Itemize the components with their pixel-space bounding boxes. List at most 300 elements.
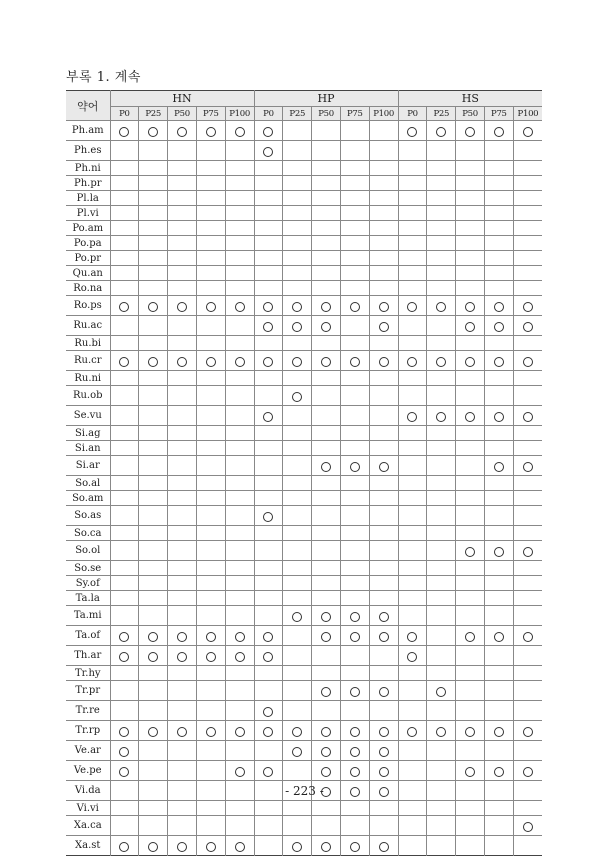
presence-cell: [225, 491, 254, 506]
presence-cell: [513, 441, 542, 456]
presence-cell: [283, 541, 312, 561]
presence-cell: [168, 406, 197, 426]
presence-cell: [168, 141, 197, 161]
presence-cell: [139, 816, 168, 836]
presence-cell: [283, 721, 312, 741]
table-row: [66, 741, 542, 761]
presence-cell: [196, 801, 225, 816]
presence-cell: [456, 741, 485, 761]
presence-cell: [196, 561, 225, 576]
presence-cell: [456, 681, 485, 701]
presence-cell: [312, 761, 341, 781]
presence-cell: [139, 721, 168, 741]
presence-cell: [427, 281, 456, 296]
presence-cell: [427, 371, 456, 386]
presence-cell: [340, 281, 369, 296]
presence-cell: [254, 296, 283, 316]
subcol-header: P50: [168, 107, 197, 121]
circle-mark-icon: [148, 632, 158, 642]
presence-cell: [283, 441, 312, 456]
presence-cell: [196, 541, 225, 561]
presence-cell: [196, 281, 225, 296]
presence-cell: [283, 761, 312, 781]
presence-cell: [484, 176, 513, 191]
presence-cell: [340, 741, 369, 761]
presence-cell: [398, 191, 427, 206]
presence-cell: [312, 681, 341, 701]
presence-cell: [283, 606, 312, 626]
presence-cell: [484, 741, 513, 761]
circle-mark-icon: [235, 632, 245, 642]
circle-mark-icon: [321, 632, 331, 642]
circle-mark-icon: [148, 842, 158, 852]
presence-cell: [398, 406, 427, 426]
circle-mark-icon: [119, 842, 129, 852]
presence-cell: [254, 386, 283, 406]
presence-cell: [398, 646, 427, 666]
abbr-cell: So.ca: [66, 526, 110, 541]
circle-mark-icon: [494, 767, 504, 777]
circle-mark-icon: [407, 127, 417, 137]
presence-cell: [283, 646, 312, 666]
presence-cell: [139, 191, 168, 206]
presence-cell: [427, 801, 456, 816]
circle-mark-icon: [350, 842, 360, 852]
circle-mark-icon: [350, 632, 360, 642]
circle-mark-icon: [350, 767, 360, 777]
presence-cell: [427, 426, 456, 441]
presence-cell: [196, 141, 225, 161]
presence-cell: [254, 606, 283, 626]
presence-cell: [456, 816, 485, 836]
presence-cell: [513, 296, 542, 316]
presence-cell: [456, 701, 485, 721]
presence-cell: [254, 176, 283, 191]
abbr-cell: Qu.an: [66, 266, 110, 281]
circle-mark-icon: [119, 767, 129, 777]
presence-cell: [427, 836, 456, 856]
presence-cell: [340, 236, 369, 251]
presence-cell: [225, 221, 254, 236]
presence-cell: [456, 236, 485, 251]
presence-cell: [484, 561, 513, 576]
circle-mark-icon: [263, 147, 273, 157]
presence-cell: [427, 316, 456, 336]
presence-cell: [283, 336, 312, 351]
presence-cell: [312, 281, 341, 296]
presence-cell: [254, 426, 283, 441]
circle-mark-icon: [148, 357, 158, 367]
presence-cell: [427, 666, 456, 681]
table-row: [66, 386, 542, 406]
presence-cell: [139, 541, 168, 561]
presence-cell: [254, 836, 283, 856]
presence-cell: [398, 561, 427, 576]
circle-mark-icon: [321, 842, 331, 852]
subcol-header: P75: [196, 107, 225, 121]
abbr-cell: Ph.am: [66, 121, 110, 141]
presence-cell: [196, 351, 225, 371]
presence-cell: [369, 721, 398, 741]
presence-cell: [513, 121, 542, 141]
presence-cell: [369, 591, 398, 606]
presence-cell: [312, 666, 341, 681]
presence-cell: [427, 176, 456, 191]
presence-cell: [312, 591, 341, 606]
presence-cell: [398, 606, 427, 626]
presence-cell: [283, 701, 312, 721]
circle-mark-icon: [465, 127, 475, 137]
presence-cell: [312, 426, 341, 441]
presence-cell: [312, 266, 341, 281]
presence-cell: [196, 316, 225, 336]
presence-cell: [369, 741, 398, 761]
group-header-hs: HS: [398, 91, 542, 107]
circle-mark-icon: [177, 727, 187, 737]
table-row: [66, 206, 542, 221]
presence-cell: [427, 506, 456, 526]
presence-cell: [168, 221, 197, 236]
table-row: [66, 666, 542, 681]
presence-cell: [513, 426, 542, 441]
presence-cell: [340, 721, 369, 741]
presence-cell: [398, 816, 427, 836]
presence-cell: [283, 121, 312, 141]
presence-cell: [139, 761, 168, 781]
presence-cell: [398, 701, 427, 721]
presence-cell: [168, 761, 197, 781]
presence-cell: [398, 491, 427, 506]
abbr-cell: Xa.st: [66, 836, 110, 856]
presence-cell: [254, 371, 283, 386]
presence-cell: [456, 761, 485, 781]
presence-cell: [139, 316, 168, 336]
presence-cell: [456, 476, 485, 491]
presence-cell: [312, 741, 341, 761]
presence-cell: [283, 456, 312, 476]
presence-cell: [110, 206, 139, 221]
subcol-header: P100: [369, 107, 398, 121]
presence-cell: [254, 161, 283, 176]
presence-cell: [369, 221, 398, 236]
circle-mark-icon: [350, 612, 360, 622]
presence-cell: [225, 646, 254, 666]
presence-cell: [168, 541, 197, 561]
presence-cell: [110, 741, 139, 761]
circle-mark-icon: [177, 632, 187, 642]
presence-cell: [196, 336, 225, 351]
presence-cell: [427, 721, 456, 741]
abbr-cell: Ro.ps: [66, 296, 110, 316]
presence-cell: [225, 121, 254, 141]
presence-cell: [225, 561, 254, 576]
presence-cell: [398, 336, 427, 351]
table-row: [66, 476, 542, 491]
presence-cell: [484, 251, 513, 266]
table-row: [66, 646, 542, 666]
presence-cell: [456, 386, 485, 406]
presence-cell: [340, 176, 369, 191]
presence-cell: [369, 626, 398, 646]
circle-mark-icon: [379, 687, 389, 697]
presence-cell: [110, 801, 139, 816]
presence-cell: [139, 491, 168, 506]
presence-cell: [110, 816, 139, 836]
presence-cell: [254, 506, 283, 526]
presence-cell: [513, 541, 542, 561]
page-number: - 223 -: [285, 784, 324, 798]
presence-cell: [456, 176, 485, 191]
presence-cell: [110, 761, 139, 781]
presence-cell: [398, 251, 427, 266]
circle-mark-icon: [177, 127, 187, 137]
presence-cell: [139, 576, 168, 591]
presence-cell: [369, 816, 398, 836]
presence-cell: [340, 456, 369, 476]
presence-cell: [427, 646, 456, 666]
presence-cell: [254, 121, 283, 141]
presence-cell: [168, 121, 197, 141]
presence-cell: [168, 666, 197, 681]
presence-cell: [283, 176, 312, 191]
presence-cell: [398, 681, 427, 701]
presence-cell: [168, 646, 197, 666]
abbr-cell: Se.vu: [66, 406, 110, 426]
presence-cell: [398, 281, 427, 296]
presence-cell: [369, 266, 398, 281]
presence-cell: [513, 141, 542, 161]
table-body: [66, 121, 542, 856]
presence-cell: [139, 406, 168, 426]
presence-cell: [456, 351, 485, 371]
subcol-header: P25: [139, 107, 168, 121]
presence-cell: [427, 206, 456, 221]
presence-cell: [168, 336, 197, 351]
presence-cell: [139, 626, 168, 646]
circle-mark-icon: [206, 127, 216, 137]
presence-cell: [340, 441, 369, 456]
presence-cell: [283, 236, 312, 251]
presence-cell: [513, 351, 542, 371]
circle-mark-icon: [436, 687, 446, 697]
presence-cell: [513, 526, 542, 541]
abbr-cell: Xa.ca: [66, 816, 110, 836]
presence-cell: [340, 801, 369, 816]
circle-mark-icon: [321, 462, 331, 472]
table-row: [66, 541, 542, 561]
abbr-cell: Vi.vi: [66, 801, 110, 816]
circle-mark-icon: [494, 302, 504, 312]
presence-cell: [168, 191, 197, 206]
presence-cell: [340, 541, 369, 561]
circle-mark-icon: [292, 392, 302, 402]
presence-cell: [484, 456, 513, 476]
presence-cell: [254, 591, 283, 606]
circle-mark-icon: [379, 357, 389, 367]
presence-cell: [312, 441, 341, 456]
circle-mark-icon: [263, 707, 273, 717]
presence-cell: [427, 526, 456, 541]
circle-mark-icon: [379, 842, 389, 852]
presence-cell: [110, 441, 139, 456]
presence-cell: [484, 816, 513, 836]
presence-cell: [254, 316, 283, 336]
presence-cell: [427, 816, 456, 836]
presence-cell: [427, 161, 456, 176]
circle-mark-icon: [350, 462, 360, 472]
presence-cell: [283, 281, 312, 296]
presence-cell: [456, 426, 485, 441]
presence-cell: [196, 236, 225, 251]
circle-mark-icon: [235, 357, 245, 367]
presence-cell: [369, 506, 398, 526]
presence-cell: [110, 176, 139, 191]
presence-cell: [139, 561, 168, 576]
presence-cell: [340, 316, 369, 336]
presence-cell: [283, 801, 312, 816]
circle-mark-icon: [263, 302, 273, 312]
presence-cell: [312, 456, 341, 476]
presence-cell: [254, 236, 283, 251]
presence-cell: [110, 236, 139, 251]
circle-mark-icon: [321, 727, 331, 737]
presence-cell: [340, 666, 369, 681]
presence-cell: [369, 121, 398, 141]
presence-cell: [398, 761, 427, 781]
presence-cell: [312, 141, 341, 161]
presence-cell: [398, 456, 427, 476]
presence-cell: [340, 206, 369, 221]
presence-cell: [196, 591, 225, 606]
circle-mark-icon: [494, 127, 504, 137]
presence-cell: [139, 206, 168, 221]
circle-mark-icon: [263, 767, 273, 777]
circle-mark-icon: [523, 302, 533, 312]
presence-cell: [168, 281, 197, 296]
circle-mark-icon: [206, 842, 216, 852]
abbr-cell: Ph.pr: [66, 176, 110, 191]
circle-mark-icon: [350, 357, 360, 367]
presence-cell: [196, 666, 225, 681]
table-row: [66, 296, 542, 316]
presence-cell: [484, 591, 513, 606]
presence-cell: [398, 666, 427, 681]
presence-cell: [340, 336, 369, 351]
presence-cell: [369, 236, 398, 251]
presence-cell: [456, 441, 485, 456]
presence-cell: [340, 351, 369, 371]
presence-cell: [312, 476, 341, 491]
presence-cell: [340, 191, 369, 206]
circle-mark-icon: [494, 632, 504, 642]
presence-cell: [254, 266, 283, 281]
presence-cell: [427, 491, 456, 506]
subcol-header: P50: [456, 107, 485, 121]
presence-cell: [484, 281, 513, 296]
presence-cell: [196, 456, 225, 476]
presence-cell: [139, 351, 168, 371]
presence-cell: [340, 646, 369, 666]
circle-mark-icon: [119, 727, 129, 737]
presence-cell: [456, 801, 485, 816]
presence-cell: [254, 456, 283, 476]
presence-cell: [139, 281, 168, 296]
presence-cell: [456, 541, 485, 561]
circle-mark-icon: [119, 652, 129, 662]
presence-cell: [168, 316, 197, 336]
presence-cell: [110, 526, 139, 541]
table-row: [66, 251, 542, 266]
abbr-cell: Si.ag: [66, 426, 110, 441]
presence-cell: [456, 591, 485, 606]
table-row: [66, 221, 542, 236]
presence-cell: [196, 761, 225, 781]
table-row: [66, 526, 542, 541]
presence-cell: [196, 266, 225, 281]
presence-cell: [398, 836, 427, 856]
presence-cell: [398, 221, 427, 236]
group-header-hn: HN: [110, 91, 254, 107]
abbr-cell: Ve.pe: [66, 761, 110, 781]
presence-cell: [254, 541, 283, 561]
table-row: [66, 406, 542, 426]
presence-cell: [254, 141, 283, 161]
circle-mark-icon: [292, 322, 302, 332]
circle-mark-icon: [177, 302, 187, 312]
circle-mark-icon: [321, 612, 331, 622]
presence-cell: [168, 236, 197, 251]
presence-cell: [456, 266, 485, 281]
presence-cell: [168, 206, 197, 221]
abbr-cell: Si.an: [66, 441, 110, 456]
presence-cell: [312, 386, 341, 406]
presence-cell: [225, 316, 254, 336]
presence-cell: [225, 476, 254, 491]
presence-cell: [312, 236, 341, 251]
presence-cell: [283, 351, 312, 371]
circle-mark-icon: [379, 612, 389, 622]
circle-mark-icon: [436, 302, 446, 312]
presence-cell: [513, 221, 542, 236]
circle-mark-icon: [465, 357, 475, 367]
presence-cell: [110, 191, 139, 206]
presence-cell: [398, 576, 427, 591]
presence-cell: [369, 161, 398, 176]
presence-cell: [456, 576, 485, 591]
presence-cell: [110, 141, 139, 161]
presence-cell: [427, 606, 456, 626]
presence-cell: [110, 266, 139, 281]
presence-cell: [254, 336, 283, 351]
presence-cell: [340, 251, 369, 266]
presence-cell: [513, 626, 542, 646]
table-row: [66, 721, 542, 741]
presence-cell: [340, 161, 369, 176]
presence-cell: [427, 296, 456, 316]
presence-cell: [398, 316, 427, 336]
presence-cell: [225, 236, 254, 251]
circle-mark-icon: [206, 652, 216, 662]
presence-cell: [254, 191, 283, 206]
presence-cell: [398, 441, 427, 456]
presence-cell: [110, 541, 139, 561]
presence-cell: [456, 281, 485, 296]
presence-cell: [340, 761, 369, 781]
presence-cell: [168, 476, 197, 491]
presence-cell: [456, 206, 485, 221]
presence-cell: [369, 176, 398, 191]
presence-cell: [254, 251, 283, 266]
